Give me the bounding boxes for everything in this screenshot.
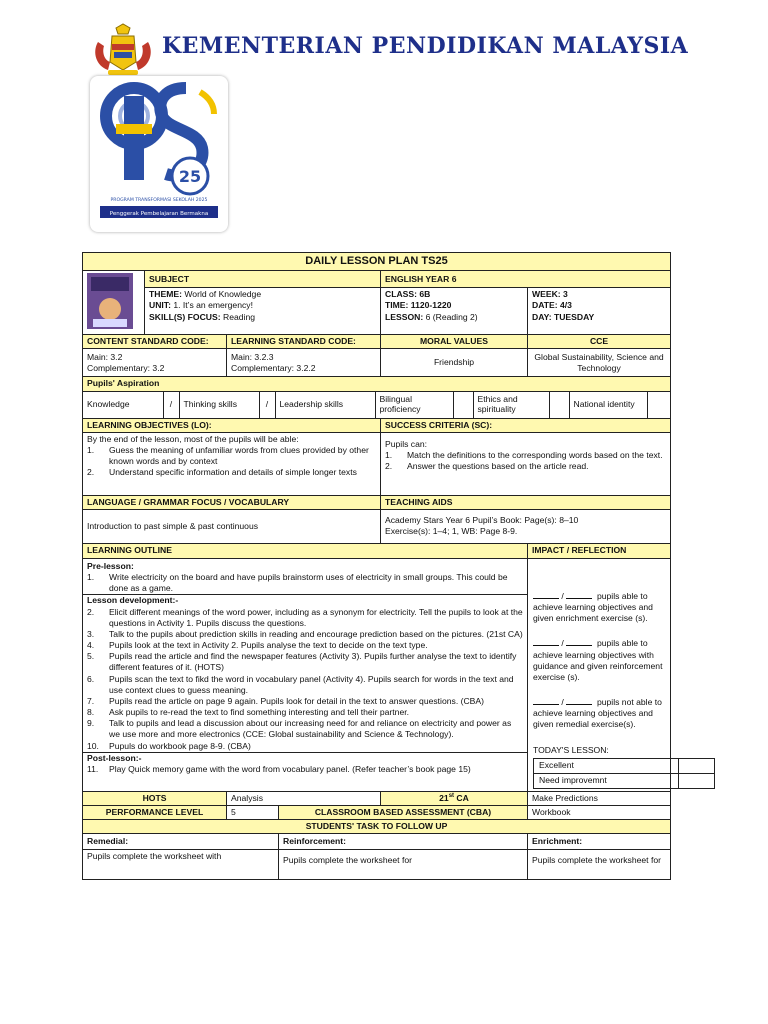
outline-step-number: 9. <box>87 718 95 729</box>
aspiration-knowledge-mark: / <box>163 392 179 418</box>
week-value: 3 <box>560 289 568 300</box>
date-value: 4/3 <box>557 300 572 311</box>
aspiration-row <box>83 391 671 418</box>
hots-value: Analysis <box>227 791 381 805</box>
lesson-value: 6 (Reading 2) <box>423 311 478 322</box>
class-time-cell <box>381 288 528 335</box>
reinforcement-label: Reinforcement: <box>279 834 528 850</box>
content-main: Main: 3.2 <box>87 351 123 362</box>
plan-title: DAILY LESSON PLAN TS25 <box>83 253 671 271</box>
outline-step-text: Ask pupils to re-read the text to find something interesting and tell their partner. <box>109 707 409 718</box>
outline-step-text: Pupils read the article and find the newspaper features (Activity 3). Pupils further analyse the text to identify different features of it. (HOTS) <box>109 651 517 673</box>
outline-step-text: Write electricity on the board and have pupils brainstorm uses of electricity in small groups. This could be done as a game. <box>109 572 508 594</box>
ca-number: 21 <box>439 792 449 803</box>
performance-level-value: 5 <box>227 805 279 819</box>
blank-line <box>533 697 559 705</box>
theme-value: World of Knowledge <box>181 289 262 300</box>
lo-item-text: Understand specific information and details of simple longer texts <box>109 467 357 478</box>
content-complementary: Complementary: 3.2 <box>87 362 165 373</box>
malaysia-coat-of-arms-icon <box>90 22 156 76</box>
subject-label: SUBJECT <box>145 271 381 288</box>
aspiration-ethics: Ethics and spirituality <box>473 392 549 418</box>
teaching-aids-line-1: Academy Stars Year 6 Pupil’s Book: Page(s): 8–10 <box>385 515 579 526</box>
content-standard-cell <box>83 349 227 377</box>
lesson-label: LESSON: <box>385 311 424 322</box>
today-needs-improvement: Need improvemnt <box>534 773 679 788</box>
outline-step-number: 1. <box>87 572 95 583</box>
aspiration-table <box>83 392 671 418</box>
blank-line <box>533 591 559 599</box>
outline-step-text: Talk to pupils and lead a discussion about our increasing need for and reliance on electricity and power as we use more and more electronics (CCE: Global sustainability and Science & Technology). <box>109 718 512 740</box>
reinforcement-value: Pupils complete the worksheet for <box>279 850 528 880</box>
book-cover-icon <box>87 273 133 329</box>
lesson-development-list <box>87 607 523 752</box>
todays-lesson-table <box>533 758 715 789</box>
cba-label: CLASSROOM BASED ASSESSMENT (CBA) <box>279 805 528 819</box>
outline-step-text: Play Quick memory game with the word from vocabulary panel. (Refer teacher’s book page 15) <box>109 763 471 774</box>
skill-value: Reading <box>220 311 256 322</box>
outline-step-number: 3. <box>87 628 95 639</box>
sc-item-text: Answer the questions based on the article read. <box>407 461 589 472</box>
week-date-cell <box>528 288 671 335</box>
learning-standard-cell <box>227 349 381 377</box>
cce-value: Global Sustainability, Science and Technology <box>528 349 671 377</box>
sc-item: 2. Answer the questions based on the article read. <box>385 461 589 472</box>
language-focus-label: LANGUAGE / GRAMMAR FOCUS / VOCABULARY <box>83 495 381 509</box>
outline-step-text: Pupils read the article on page 9 again. Pupils look for detail in the text to answer questions. (CBA) <box>109 695 484 706</box>
cba-value: Workbook <box>528 805 671 819</box>
outline-step <box>87 674 523 696</box>
week-label: WEEK: <box>532 289 561 300</box>
outline-step <box>87 640 523 651</box>
students-follow-up-label: STUDENTS' TASK TO FOLLOW UP <box>83 820 671 834</box>
lesson-plan-table <box>82 252 671 880</box>
impact-enrichment <box>533 591 665 625</box>
outline-step-text: Pupils look at the text in Activity 2. Pupils analyse the text to decide on the text type. <box>109 640 428 651</box>
impact-reflection-cell <box>528 558 671 791</box>
blank-line <box>566 697 592 705</box>
lo-item-text: Guess the meaning of unfamiliar words from clues provided by other known words and by context <box>109 444 369 467</box>
outline-step-number: 2. <box>87 606 95 617</box>
lesson-plan-sheet <box>82 252 670 880</box>
outline-step-number: 6. <box>87 673 95 684</box>
outline-step <box>87 696 523 707</box>
learning-complementary: Complementary: 3.2.2 <box>231 362 316 373</box>
moral-value: Friendship <box>381 349 528 377</box>
teaching-aids-cell <box>381 509 671 543</box>
today-needs-improvement-mark[interactable] <box>679 773 715 788</box>
aspiration-national-mark <box>647 392 671 418</box>
success-criteria-label: SUCCESS CRITERIA (SC): <box>381 418 671 432</box>
outline-step-number: 8. <box>87 707 95 718</box>
theme-unit-cell <box>145 288 381 335</box>
outline-step <box>87 741 523 752</box>
aspiration-thinking: Thinking skills <box>179 392 259 418</box>
skill-label: SKILL(S) FOCUS: <box>149 311 221 322</box>
remedial-label: Remedial: <box>83 834 279 850</box>
language-focus-value: Introduction to past simple & past continuous <box>83 509 381 543</box>
post-lesson-label: Post-lesson:- <box>83 752 527 764</box>
learning-outline-label: LEARNING OUTLINE <box>83 543 528 558</box>
pre-lesson-list <box>87 572 523 594</box>
aspiration-bilingual-mark <box>453 392 473 418</box>
pre-lesson-label: Pre-lesson: <box>87 560 134 571</box>
aspiration-ethics-mark <box>549 392 569 418</box>
outline-step <box>87 607 523 629</box>
sc-item-text: Match the definitions to the corresponding words based on the text. <box>407 449 663 460</box>
outline-step-text: Pupuls do workbook page 8-9. (CBA) <box>109 740 251 751</box>
outline-step <box>87 651 523 673</box>
logo-tagline-text: Penggerak Pembelajaran Bermakna <box>109 211 209 217</box>
lo-item: 1. Guess the meaning of unfamiliar words from clues provided by other known words and by context <box>87 445 376 467</box>
outline-step-text: Talk to the pupils about prediction skills in reading and encourage prediction based on the pictures. (21st CA) <box>109 628 523 639</box>
lesson-development-label: Lesson development:- <box>83 594 527 606</box>
theme-label: THEME: <box>149 289 182 300</box>
impact-remedial <box>533 697 665 731</box>
remedial-value: Pupils complete the worksheet with <box>83 850 279 880</box>
impact-reflection-label: IMPACT / REFLECTION <box>528 543 671 558</box>
teaching-aids-label: TEACHING AIDS <box>381 495 671 509</box>
ts25-logo-icon <box>90 76 228 232</box>
enrichment-value: Pupils complete the worksheet for <box>528 850 671 880</box>
outline-step-number: 4. <box>87 640 95 651</box>
moral-values-label: MORAL VALUES <box>381 335 528 349</box>
ministry-title: KEMENTERIAN PENDIDIKAN MALAYSIA <box>162 33 689 59</box>
learning-objectives-cell <box>83 432 381 495</box>
hots-label: HOTS <box>83 791 227 805</box>
aspiration-national: National identity <box>569 392 647 418</box>
ts25-logo <box>90 76 228 232</box>
learning-standard-label: LEARNING STANDARD CODE: <box>227 335 381 349</box>
21st-ca-value: Make Predictions <box>528 791 671 805</box>
class-label: CLASS: <box>385 289 417 300</box>
todays-lesson-label: TODAY'S LESSON: <box>533 744 609 755</box>
day-label: DAY: <box>532 311 552 322</box>
outline-step <box>87 629 523 640</box>
page-header <box>0 0 768 250</box>
logo-program-text: PROGRAM TRANSFORMASI SEKOLAH 2025 <box>110 198 208 203</box>
impact-separator: / <box>561 590 564 601</box>
lo-intro: By the end of the lesson, most of the pupils will be able: <box>87 433 299 444</box>
aspiration-leadership: Leadership skills <box>275 392 375 418</box>
outline-step-number: 5. <box>87 651 95 662</box>
learning-main: Main: 3.2.3 <box>231 351 274 362</box>
outline-step-number: 10. <box>87 740 99 751</box>
aspiration-thinking-mark: / <box>259 392 275 418</box>
aspiration-bilingual: Bilingual proficiency <box>375 392 453 418</box>
impact-enrichment-text: pupils able to achieve learning objectives and given enrichment exercise (s). <box>533 590 653 624</box>
aspiration-knowledge: Knowledge <box>83 392 163 418</box>
success-criteria-cell <box>381 432 671 495</box>
outline-step-text: Pupils scan the text to fikd the word in vocabulary panel (Activity 4). Pupils search for words in the text and use context clues to guess meaning. <box>109 673 514 695</box>
time-value: 1120-1220 <box>408 300 452 311</box>
outline-step <box>87 572 523 594</box>
impact-reinforcement-text: pupils able to achieve learning objectives with guidance and given reinforcement exercise (s). <box>533 638 663 682</box>
subject-value: ENGLISH YEAR 6 <box>381 271 671 288</box>
21st-ca-label <box>381 791 528 805</box>
ca-text: CA <box>454 792 469 803</box>
unit-value: 1. It’s an emergency! <box>170 300 253 311</box>
lo-item: 2. Understand specific information and details of simple longer texts <box>87 467 357 478</box>
impact-separator: / <box>561 638 564 649</box>
enrichment-label: Enrichment: <box>528 834 671 850</box>
cce-label: CCE <box>528 335 671 349</box>
impact-separator: / <box>561 697 564 708</box>
date-label: DATE: <box>532 300 558 311</box>
content-standard-label: CONTENT STANDARD CODE: <box>83 335 227 349</box>
blank-line <box>566 638 592 646</box>
today-excellent-mark[interactable] <box>679 758 715 773</box>
book-cover-cell <box>83 271 145 335</box>
outline-step-text: Elicit different meanings of the word power, including as a synonym for electricity. Tell the pupils to look at the questions in Activity 1. Pupils discuss the questions. <box>109 606 523 628</box>
teaching-aids-line-2: Exercise(s): 1–4; 1, WB: Page 8-9. <box>385 526 518 537</box>
outline-step <box>87 718 523 740</box>
learning-outline-cell <box>83 558 528 791</box>
outline-step <box>87 764 523 775</box>
class-value: 6B <box>417 289 431 300</box>
time-label: TIME: <box>385 300 409 311</box>
unit-label: UNIT: <box>149 300 171 311</box>
sc-intro: Pupils can: <box>385 438 428 449</box>
outline-step-number: 11. <box>87 763 99 774</box>
outline-step-number: 7. <box>87 695 95 706</box>
impact-remedial-text: pupils not able to achieve learning objectives and given remedial exercise(s). <box>533 697 662 730</box>
outline-step <box>87 707 523 718</box>
impact-reinforcement <box>533 638 665 683</box>
pupils-aspiration-label: Pupils' Aspiration <box>83 377 671 391</box>
sc-item: 1. Match the definitions to the corresponding words based on the text. <box>385 449 663 460</box>
today-excellent: Excellent <box>534 758 679 773</box>
blank-line <box>566 591 592 599</box>
performance-level-label: PERFORMANCE LEVEL <box>83 805 227 819</box>
logo-mark-text: 25 <box>178 167 202 186</box>
learning-objectives-label: LEARNING OBJECTIVES (LO): <box>83 418 381 432</box>
ca-suffix: st <box>448 792 455 799</box>
day-value: TUESDAY <box>551 311 595 322</box>
blank-line <box>533 638 559 646</box>
post-lesson-list <box>87 764 523 775</box>
